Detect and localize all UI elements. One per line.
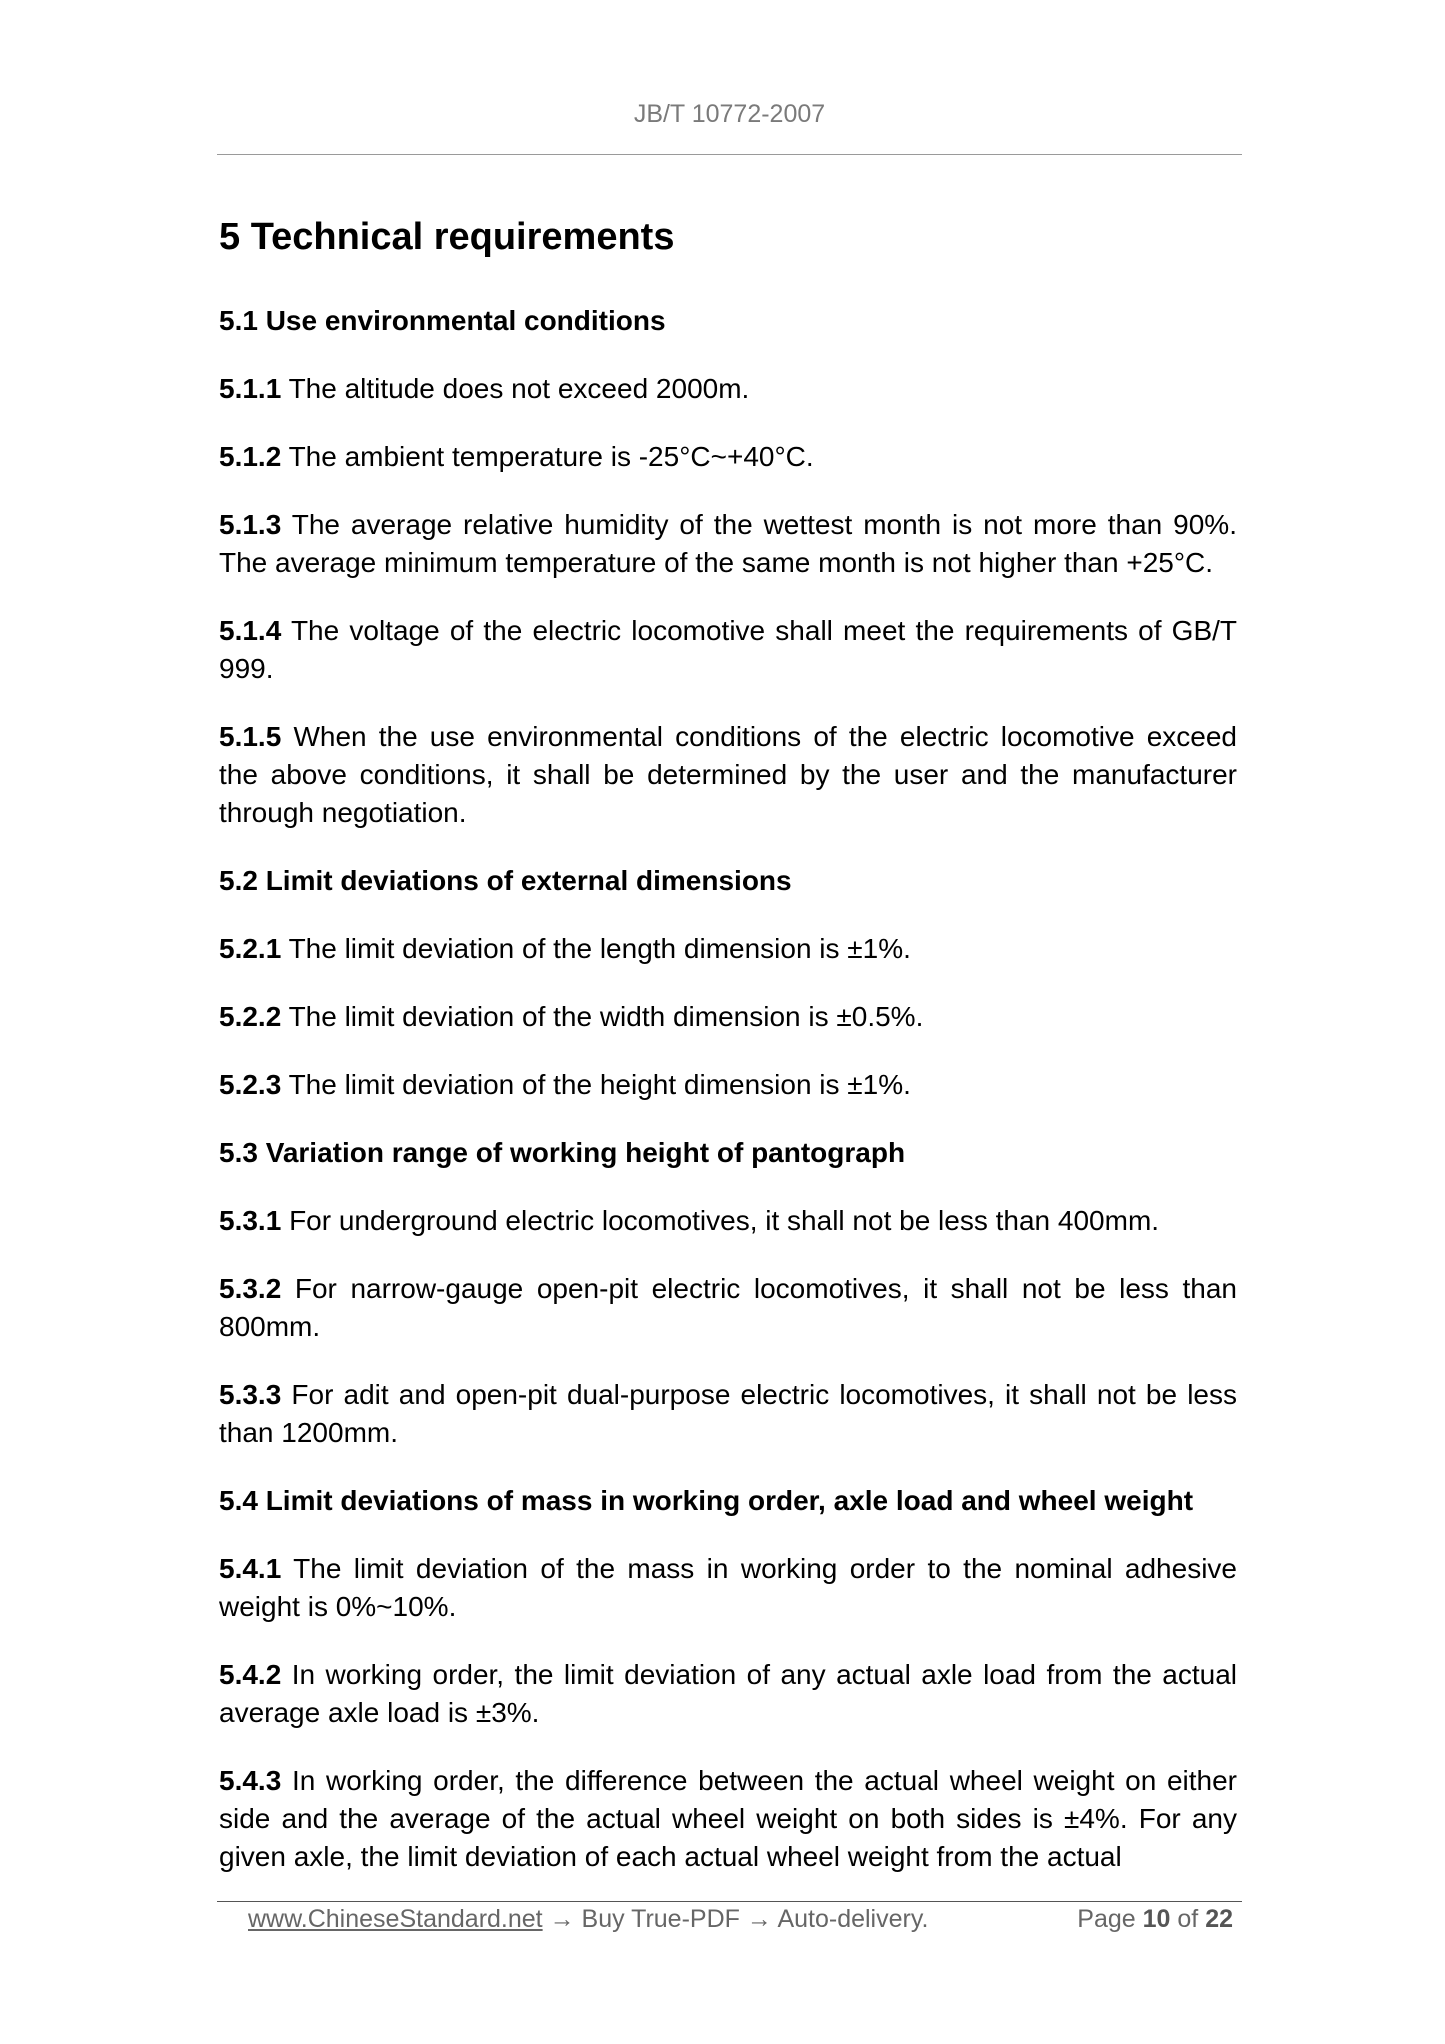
clause-5-3-2 — [219, 1270, 1237, 1346]
clause-text: The limit deviation of the length dimension is ±1%. — [288, 933, 911, 964]
clause-text: The average relative humidity of the wettest month is not more than 90%. The average minimum temperature of the same month is not higher than +25°C. — [219, 509, 1237, 578]
clause-text: For adit and open-pit dual-purpose electric locomotives, it shall not be less than 1200mm. — [219, 1379, 1237, 1448]
of-label: of — [1177, 1905, 1199, 1933]
clause-5-4-2 — [219, 1656, 1237, 1732]
footer-divider — [217, 1901, 1242, 1902]
page-number: 10 — [1142, 1905, 1171, 1933]
page-header-doc-id: JB/T 10772-2007 — [633, 100, 826, 128]
clause-number: 5.1.3 — [219, 509, 282, 540]
clause-text: For underground electric locomotives, it shall not be less than 400mm. — [289, 1205, 1160, 1236]
clause-text: In working order, the limit deviation of any actual axle load from the actual average axle load is ±3%. — [219, 1659, 1238, 1728]
clause-text: The ambient temperature is -25°C~+40°C. — [288, 441, 814, 472]
clause-5-3-1 — [219, 1202, 1237, 1240]
auto-delivery-text: Auto-delivery. — [777, 1905, 929, 1933]
clause-text: The voltage of the electric locomotive shall meet the requirements of GB/T 999. — [219, 615, 1237, 684]
clause-text: In working order, the difference between the actual wheel weight on either side and the average of the actual wheel weight on both sides is ±4%. For any given axle, the limit deviation of each actual wheel weight from the actual — [219, 1765, 1238, 1872]
clause-text: The limit deviation of the height dimension is ±1%. — [288, 1069, 911, 1100]
arrow-right-icon: → — [549, 1905, 575, 1933]
clause-number: 5.4.3 — [219, 1765, 282, 1796]
clause-number: 5.1.2 — [219, 441, 282, 472]
clause-text: The limit deviation of the mass in working order to the nominal adhesive weight is 0%~10%. — [219, 1553, 1237, 1622]
clause-number: 5.4.1 — [219, 1553, 282, 1584]
section-title-5-2: 5.2 Limit deviations of external dimensions — [219, 865, 792, 896]
clause-number: 5.1.4 — [219, 615, 282, 646]
clause-number: 5.3.2 — [219, 1273, 282, 1304]
document-body — [219, 210, 1237, 1876]
section-title-5-1: 5.1 Use environmental conditions — [219, 305, 666, 336]
page-label: Page — [1077, 1905, 1136, 1933]
footer-promo — [248, 1905, 928, 1934]
clause-number: 5.2.1 — [219, 933, 282, 964]
section-title-5-3: 5.3 Variation range of working height of pantograph — [219, 1137, 906, 1168]
header-divider — [217, 154, 1242, 155]
section-title-5-4: 5.4 Limit deviations of mass in working order, axle load and wheel weight — [219, 1485, 1194, 1516]
clause-number: 5.3.3 — [219, 1379, 282, 1410]
clause-text: The altitude does not exceed 2000m. — [288, 373, 750, 404]
clause-5-3-3 — [219, 1376, 1237, 1452]
chapter-title: 5 Technical requirements — [219, 216, 675, 258]
clause-number: 5.2.2 — [219, 1001, 282, 1032]
clause-text: The limit deviation of the width dimension is ±0.5%. — [288, 1001, 924, 1032]
page-footer — [217, 1903, 1242, 1943]
clause-5-4-1 — [219, 1550, 1237, 1626]
page-total: 22 — [1205, 1905, 1233, 1933]
clause-5-4-3 — [219, 1762, 1237, 1876]
clause-number: 5.1.5 — [219, 721, 282, 752]
clause-5-2-3 — [219, 1066, 1237, 1104]
clause-5-1-5 — [219, 718, 1237, 832]
clause-5-1-4 — [219, 612, 1237, 688]
clause-text: When the use environmental conditions of the electric locomotive exceed the above conditions, it shall be determined by the user and the manufacturer through negotiation. — [219, 721, 1237, 828]
clause-5-2-2 — [219, 998, 1237, 1036]
clause-number: 5.1.1 — [219, 373, 282, 404]
clause-number: 5.2.3 — [219, 1069, 282, 1100]
clause-text: For narrow-gauge open-pit electric locomotives, it shall not be less than 800mm. — [219, 1273, 1237, 1342]
clause-5-1-1 — [219, 370, 1237, 408]
clause-number: 5.3.1 — [219, 1205, 282, 1236]
clause-5-1-3 — [219, 506, 1237, 582]
website-link[interactable]: www.ChineseStandard.net — [248, 1905, 543, 1933]
buy-true-pdf-text: Buy True-PDF — [581, 1905, 740, 1933]
clause-5-2-1 — [219, 930, 1237, 968]
clause-5-1-2 — [219, 438, 1237, 476]
clause-number: 5.4.2 — [219, 1659, 282, 1690]
page-indicator — [1077, 1905, 1233, 1934]
arrow-right-icon: → — [746, 1905, 772, 1933]
